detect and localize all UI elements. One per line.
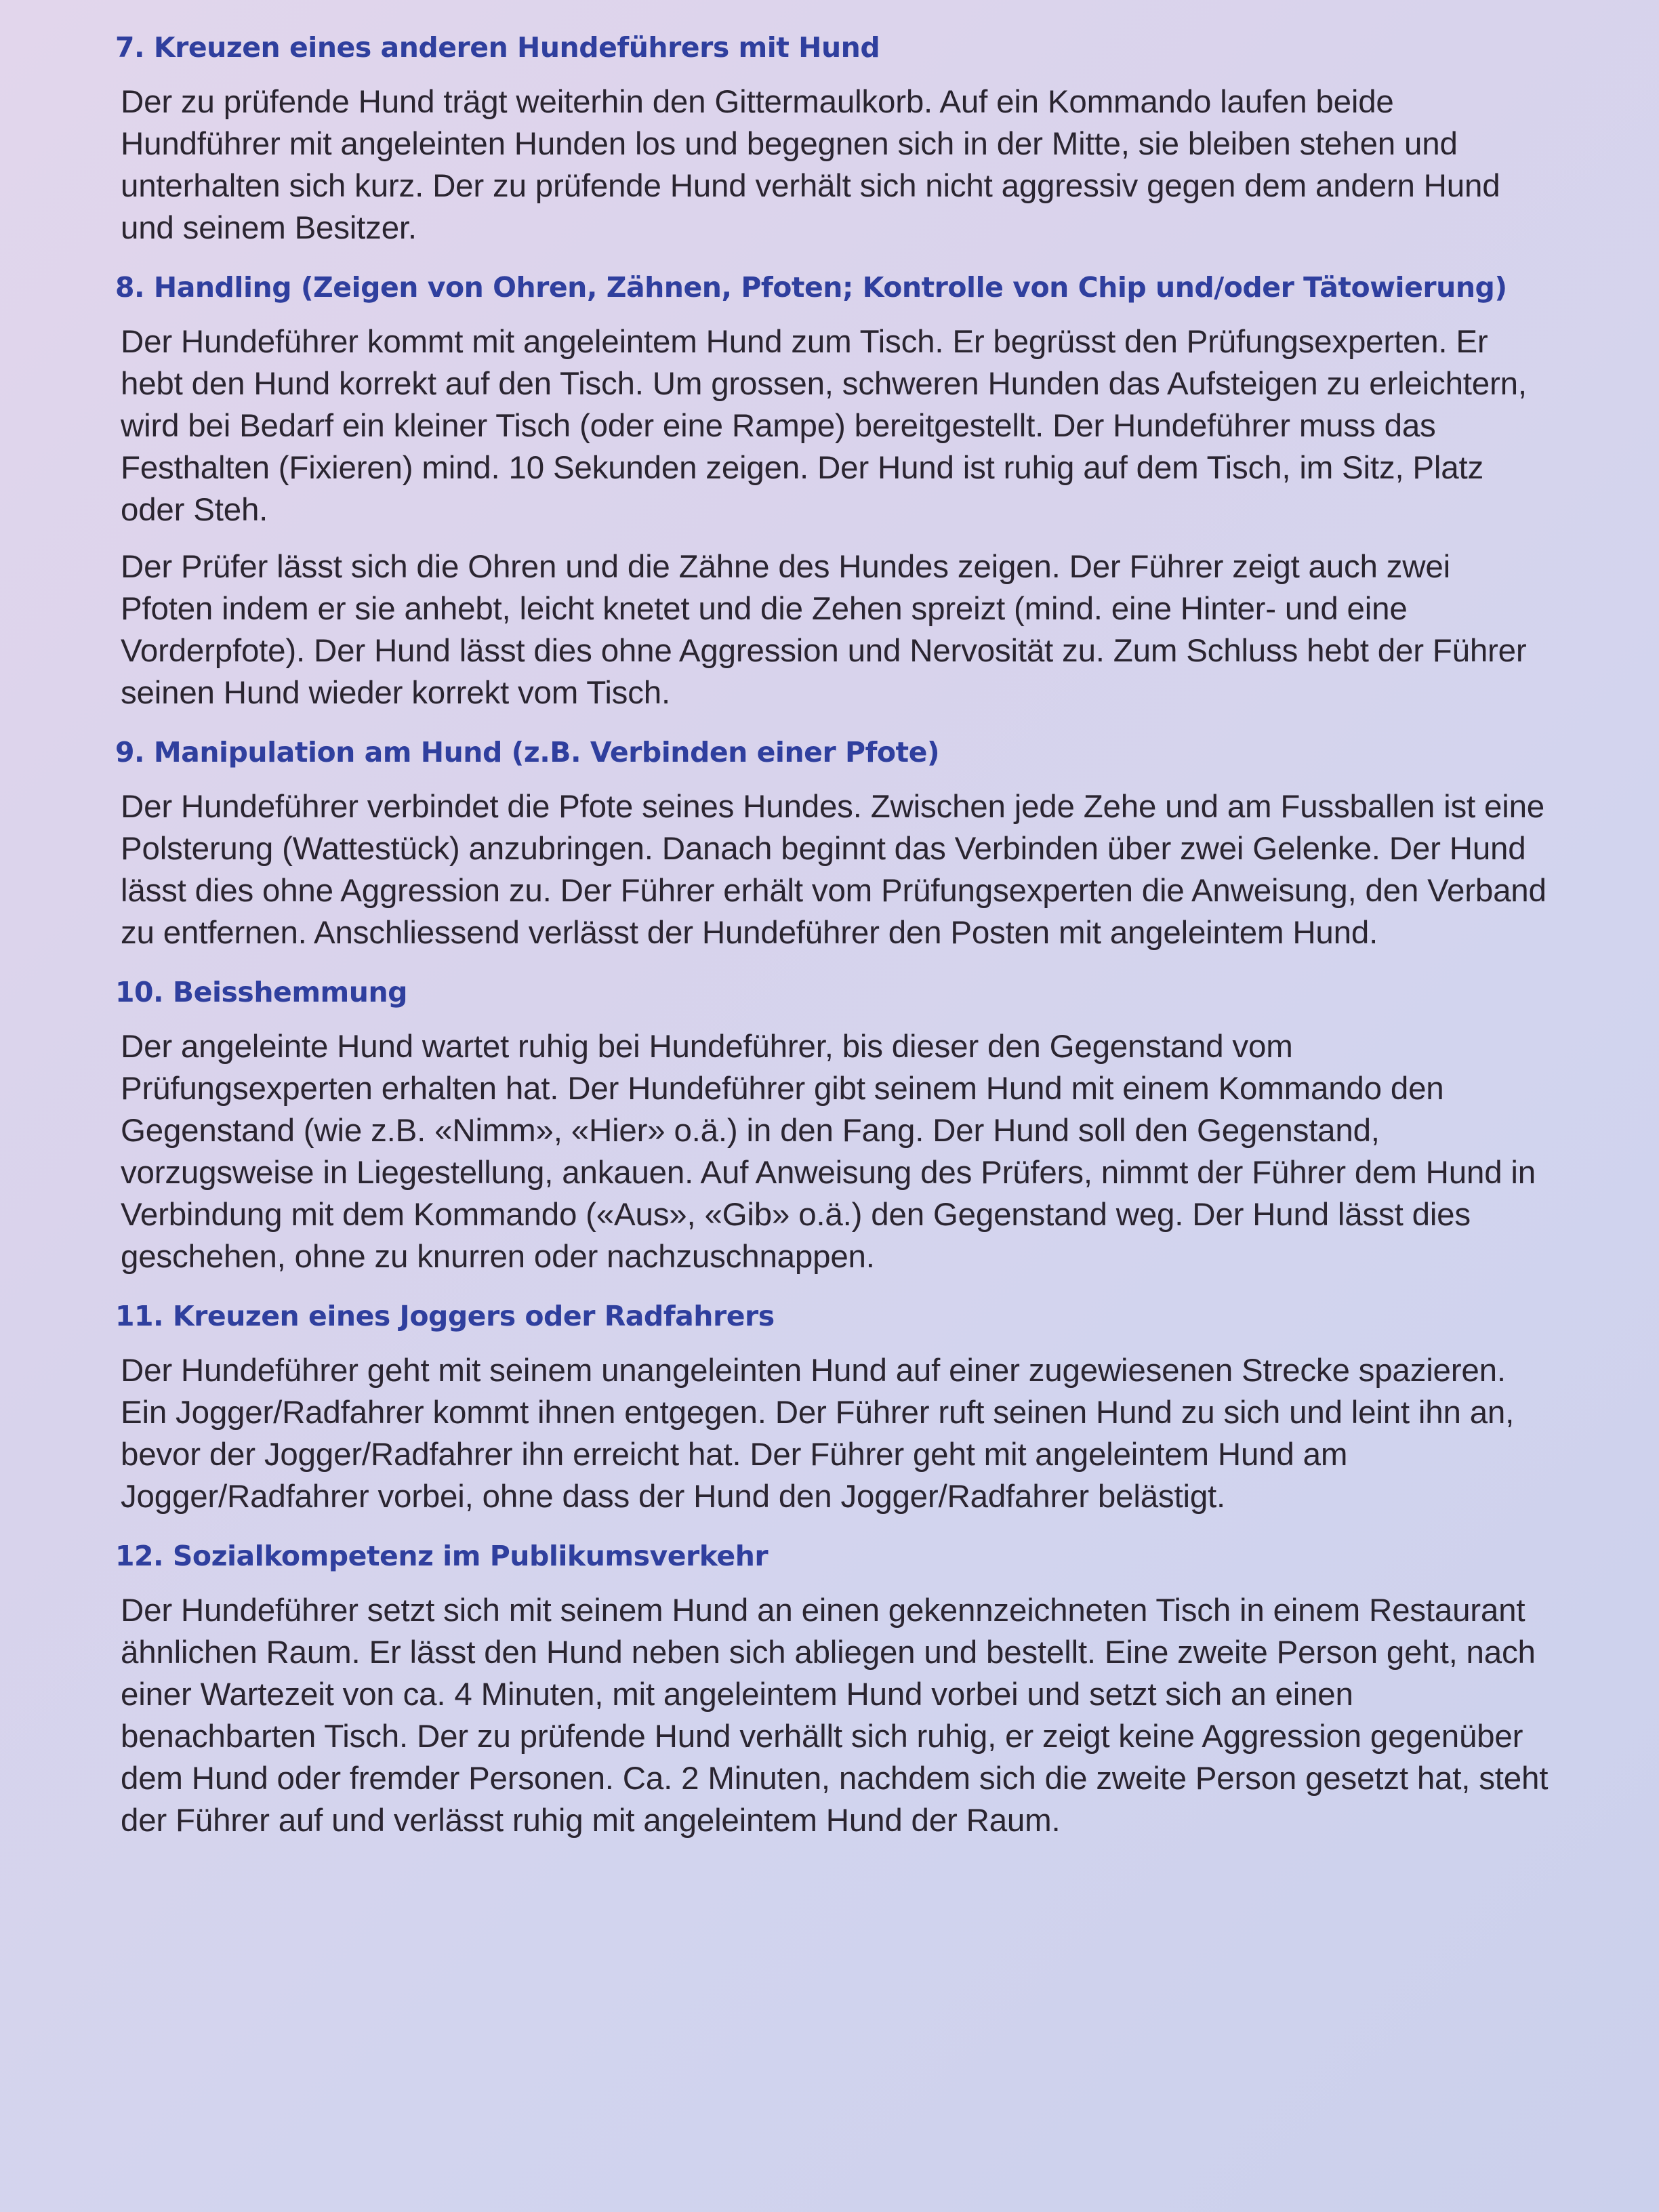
section-7 <box>115 27 1551 249</box>
section-paragraph: Der Hundeführer geht mit seinem unangeleinten Hund auf einer zugewiesenen Strecke spazieren. Ein Jogger/Radfahrer kommt ihnen entgegen. Der Führer ruft seinen Hund zu sich und leint ihn an, bevor der Jogger/Radfahrer ihn erreicht hat. Der Führer geht mit angeleintem Hund am Jogger/Radfahrer vorbei, ohne dass der Hund den Jogger/Radfahrer belästigt. <box>121 1353 1515 1515</box>
section-paragraph: Der zu prüfende Hund trägt weiterhin den Gittermaulkorb. Auf ein Kommando laufen beide Hundführer mit angeleinten Hunden los und begegnen sich in der Mitte, sie bleiben stehen und unterhalten sich kurz. Der zu prüfende Hund verhält sich nicht aggressiv gegen dem andern Hund und seinem Besitzer. <box>121 84 1500 246</box>
section-paragraph: Der Hundeführer verbindet die Pfote seines Hundes. Zwischen jede Zehe und am Fussballen ist eine Polsterung (Wattestück) anzubringen. Danach beginnt das Verbinden über zwei Gelenke. Der Hund lässt dies ohne Aggression zu. Der Führer erhält vom Prüfungsexperten die Anweisung, den Verband zu entfernen. Anschliessend verlässt der Hundeführer den Posten mit angeleintem Hund. <box>121 789 1547 951</box>
section-paragraph: Der angeleinte Hund wartet ruhig bei Hundeführer, bis dieser den Gegenstand vom Prüfungsexperten erhalten hat. Der Hundeführer gibt seinem Hund mit einem Kommando den Gegenstand (wie z.B. «Nimm», «Hier» o.ä.) in den Fang. Der Hund soll den Gegenstand, vorzugsweise in Liegestellung, ankauen. Auf Anweisung des Prüfers, nimmt der Führer dem Hund in Verbindung mit dem Kommando («Aus», «Gib» o.ä.) den Gegenstand weg. Der Hund lässt dies geschehen, ohne zu knurren oder nachzuschnappen. <box>121 1029 1536 1275</box>
section-11 <box>115 1296 1551 1518</box>
section-heading: 10. Beisshemmung <box>115 976 407 1008</box>
section-heading: 11. Kreuzen eines Joggers oder Radfahrers <box>115 1300 775 1332</box>
section-10 <box>115 972 1551 1278</box>
section-paragraph: Der Hundeführer kommt mit angeleintem Hund zum Tisch. Er begrüsst den Prüfungsexperten. Er hebt den Hund korrekt auf den Tisch. Um grossen, schweren Hunden das Aufsteigen zu erleichtern, wird bei Bedarf ein kleiner Tisch (oder eine Rampe) bereitgestellt. Der Hundeführer muss das Festhalten (Fixieren) mind. 10 Sekunden zeigen. Der Hund ist ruhig auf dem Tisch, im Sitz, Platz oder Steh. <box>121 324 1527 528</box>
section-paragraph: Der Hundeführer setzt sich mit seinem Hund an einen gekennzeichneten Tisch in einem Restaurant ähnlichen Raum. Er lässt den Hund neben sich abliegen und bestellt. Eine zweite Person geht, nach einer Wartezeit von ca. 4 Minuten, mit angeleintem Hund vorbei und setzt sich an einen benachbarten Tisch. Der zu prüfende Hund verhällt sich ruhig, er zeigt keine Aggression gegenüber dem Hund oder fremder Personen. Ca. 2 Minuten, nachdem sich die zweite Person gesetzt hat, steht der Führer auf und verlässt ruhig mit angeleintem Hund der Raum. <box>121 1593 1549 1839</box>
section-paragraph: Der Prüfer lässt sich die Ohren und die Zähne des Hundes zeigen. Der Führer zeigt auch zwei Pfoten indem er sie anhebt, leicht knetet und die Zehen spreizt (mind. eine Hinter- und eine Vorderpfote). Der Hund lässt dies ohne Aggression und Nervosität zu. Zum Schluss hebt der Führer seinen Hund wieder korrekt vom Tisch. <box>121 549 1527 711</box>
section-12 <box>115 1536 1551 1842</box>
section-heading: 12. Sozialkompetenz im Publikumsverkehr <box>115 1540 769 1572</box>
section-heading: 9. Manipulation am Hund (z.B. Verbinden einer Pfote) <box>115 736 940 769</box>
section-heading: 8. Handling (Zeigen von Ohren, Zähnen, Pfoten; Kontrolle von Chip und/oder Tätowierung) <box>115 271 1507 304</box>
section-9 <box>115 732 1551 954</box>
section-8 <box>115 267 1551 714</box>
section-heading: 7. Kreuzen eines anderen Hundeführers mit Hund <box>115 31 880 64</box>
